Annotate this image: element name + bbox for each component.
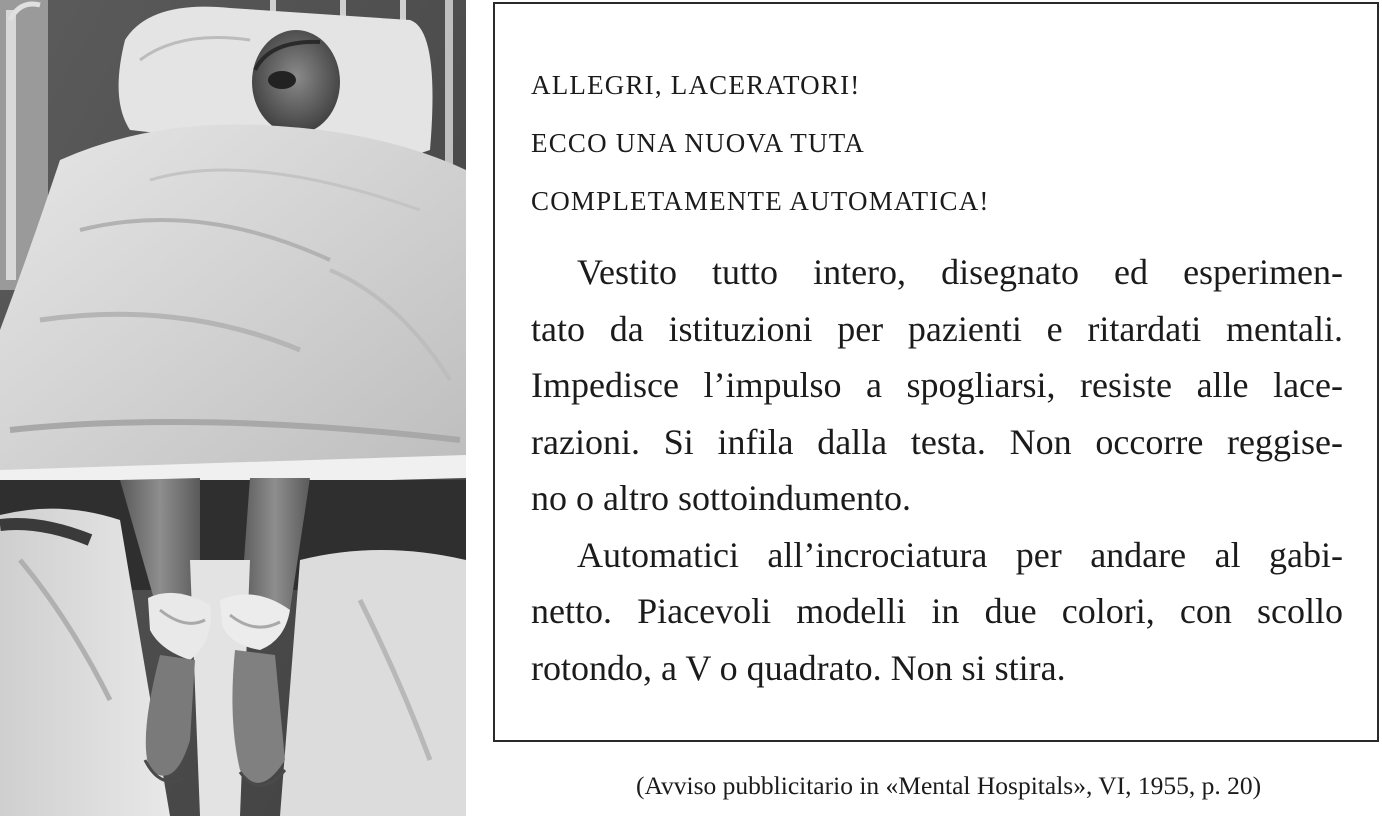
advertisement-body <box>531 244 1343 696</box>
heading-line: COMPLETAMENTE AUTOMATICA! <box>531 186 990 216</box>
heading-line: ECCO UNA NUOVA TUTA <box>531 128 865 158</box>
body-line: Automatici all’incrociatura per andare al gabi- <box>577 534 1343 575</box>
body-line: Vestito tutto intero, disegnato ed esperimen- <box>577 252 1343 292</box>
source-caption: (Avviso pubblicitario in «Mental Hospitals», VI, 1955, p. 20) <box>636 771 1262 800</box>
heading-line: ALLEGRI, LACERATORI! <box>531 70 861 100</box>
body-line: Impedisce l’impulso a spogliarsi, resiste alle lace- <box>531 365 1343 405</box>
body-line: netto. Piacevoli modelli in due colori, con scollo <box>531 591 1343 631</box>
advertisement-heading <box>531 56 990 230</box>
body-line: razioni. Si infila dalla testa. Non occorre reggise- <box>531 421 1343 462</box>
body-line: tato da istituzioni per pazienti e ritardati mentali. <box>531 308 1343 349</box>
body-line: rotondo, a V o quadrato. Non si stira. <box>531 647 1066 688</box>
advertisement-box <box>493 2 1379 742</box>
body-line: no o altro sottoindumento. <box>531 478 911 518</box>
patient-photo <box>0 0 466 816</box>
photo-bound-patient-icon <box>0 0 466 816</box>
